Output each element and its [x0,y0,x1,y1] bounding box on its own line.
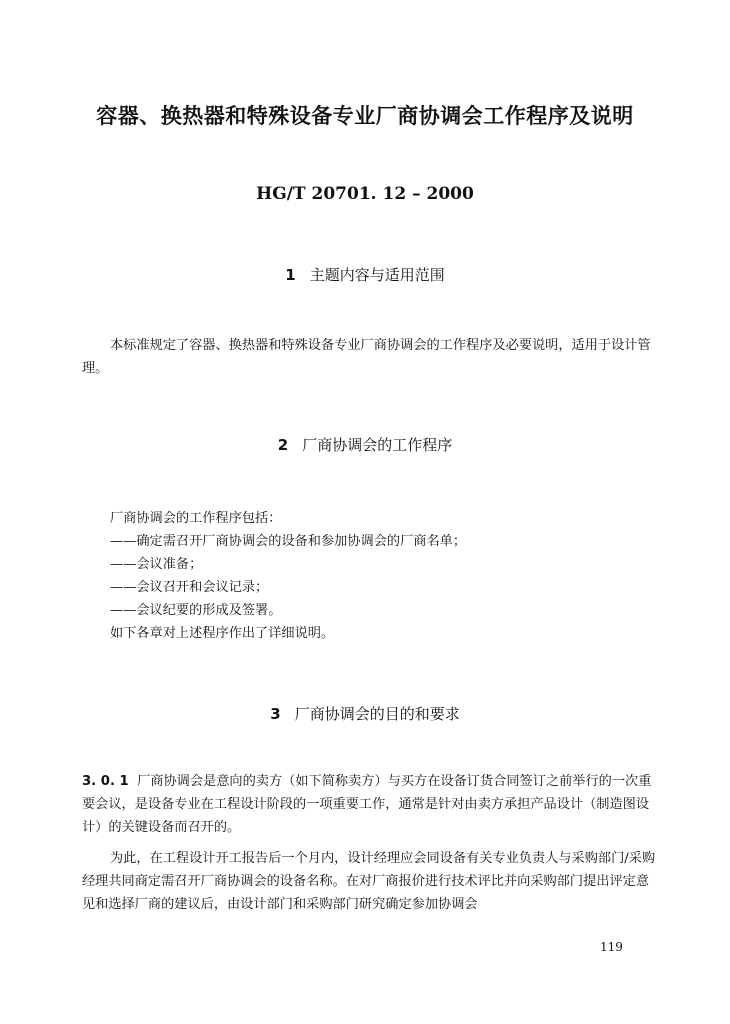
section-title: 主题内容与适用范围 [309,266,445,284]
section-title: 厂商协调会的工作程序 [302,436,453,454]
section-1-heading [0,264,730,285]
procedure-item: ——会议纪要的形成及签署。 [110,603,282,618]
section-number: 3 [270,705,281,723]
clause-number: 3. 0. 1 [82,774,129,789]
section-1-paragraph: 本标准规定了容器、换热器和特殊设备专业厂商协调会的工作程序及必要说明，适用于设计管理。 [82,338,651,376]
section-3-paragraph: 为此，在工程设计开工报告后一个月内，设计经理应会同设备有关专业负责人与采购部门/采购经理共同商定需召开厂商协调会的设备名称。在对厂商报价进行技术评比并向采购部门提出评定意见和选择厂商的建议后，由设计部门和采购部门研究确定参加协调会 [82,851,656,912]
section-title: 厂商协调会的目的和要求 [294,705,460,723]
procedure-note: 如下各章对上述程序作出了详细说明。 [110,626,335,641]
document-title: 容器、换热器和特殊设备专业厂商协调会工作程序及说明 [96,104,634,128]
section-number: 2 [277,436,289,454]
page-number: 119 [600,940,623,954]
procedure-intro: 厂商协调会的工作程序包括： [110,511,282,526]
procedure-item: ——会议召开和会议记录； [110,580,269,595]
section-2-heading [0,434,730,455]
procedure-item: ——会议准备； [110,557,203,572]
clause-3-0-1 [82,770,660,839]
section-3-heading [0,703,730,724]
procedure-item: ——确定需召开厂商协调会的设备和参加协调会的厂商名单； [110,534,467,549]
section-number: 1 [285,266,296,284]
clause-text: 厂商协调会是意向的卖方（如下简称卖方）与买方在设备订货合同签订之前举行的一次重要会议，是设备专业在工程设计阶段的一项重要工作，通常是针对由卖方承担产品设计（制造图设计）的关键设备而召开的。 [82,774,652,835]
standard-number: HG/T 20701. 12 – 2000 [256,184,474,204]
